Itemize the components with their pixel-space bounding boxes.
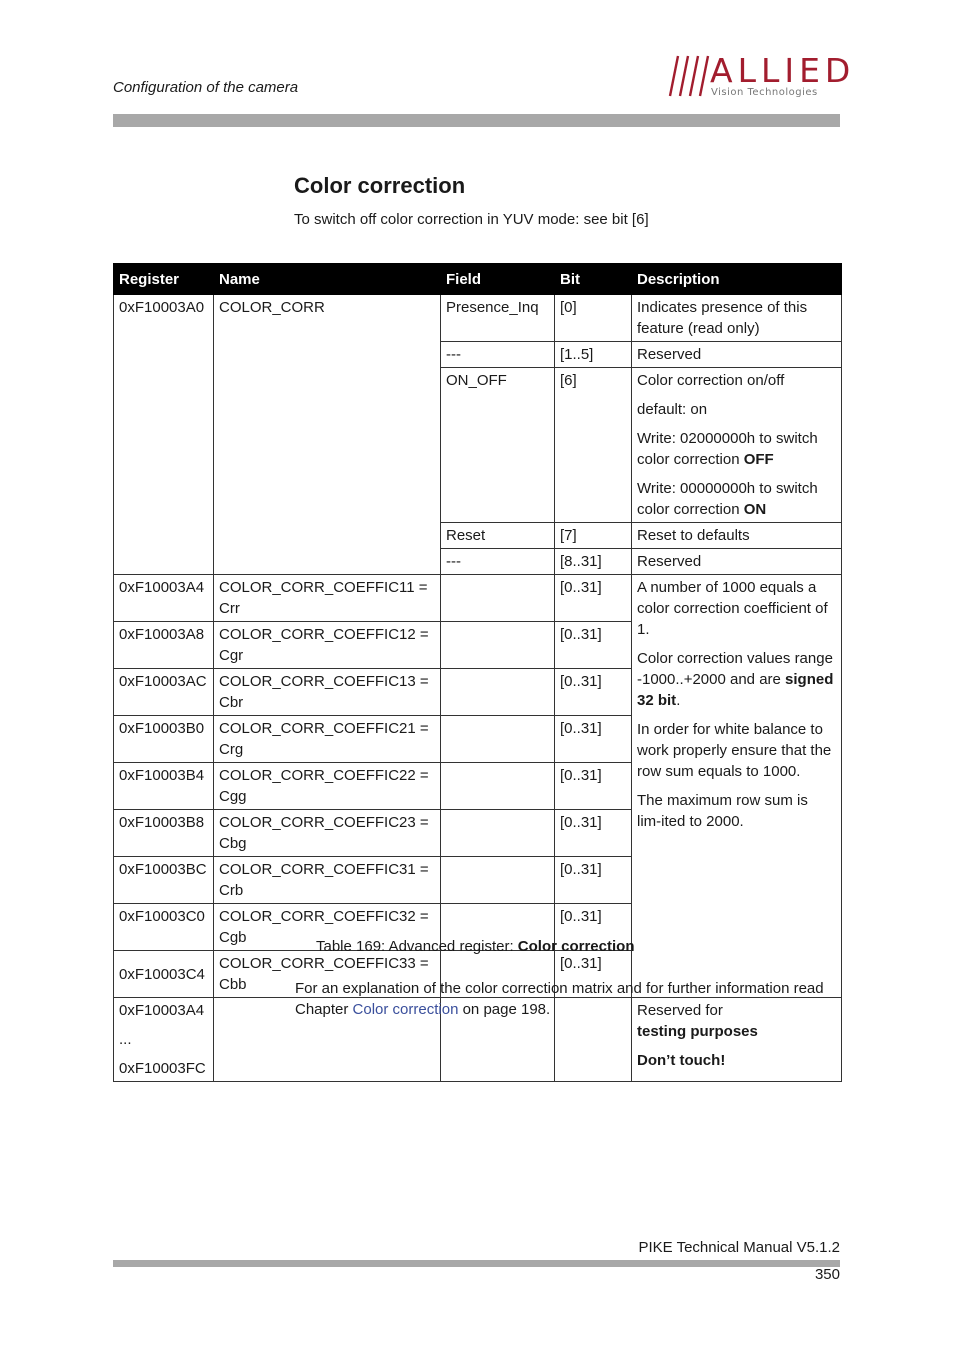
register-range-end: 0xF10003FC	[119, 1060, 206, 1077]
table-row	[114, 295, 842, 342]
header-divider	[113, 114, 840, 127]
cell-field	[441, 810, 555, 857]
cell-description: Reset to defaults	[632, 523, 842, 549]
cell-description	[632, 368, 842, 523]
cell-bit: [0..31]	[555, 857, 632, 904]
header-bit: Bit	[555, 264, 632, 295]
desc-line: Write: 02000000h to switch color correction OFF	[637, 430, 818, 468]
desc-line: Don’t touch!	[637, 1052, 726, 1069]
desc-line: Color correction on/off	[637, 372, 785, 389]
cell-register	[114, 998, 214, 1082]
cell-name: COLOR_CORR_COEFFIC22 = Cgg	[214, 763, 441, 810]
table-header-row	[114, 264, 842, 295]
cell-name: COLOR_CORR_COEFFIC21 = Crg	[214, 716, 441, 763]
cell-bit: [0..31]	[555, 716, 632, 763]
explanation-paragraph: For an explanation of the color correction matrix and for further information read Chapter Color correction on page 198.	[295, 980, 824, 1018]
cell-bit: [6]	[555, 368, 632, 523]
logo-slashes-icon	[666, 54, 710, 98]
cell-field	[441, 716, 555, 763]
cell-description: Reserved	[632, 549, 842, 575]
header-field: Field	[441, 264, 555, 295]
cell-bit: [8..31]	[555, 549, 632, 575]
header-description: Description	[632, 264, 842, 295]
cell-register: 0xF10003C4	[114, 951, 214, 998]
cell-bit: [0..31]	[555, 575, 632, 622]
desc-line: A number of 1000 equals a color correction coefficient of 1.	[637, 579, 828, 638]
desc-line: Color correction values range -1000..+2000 and are signed 32 bit.	[637, 650, 834, 709]
table-row	[114, 575, 842, 622]
section-title: Color correction	[294, 173, 466, 198]
cell-bit: [1..5]	[555, 342, 632, 368]
cell-register: 0xF10003A8	[114, 622, 214, 669]
logo-wordmark: ALLIED	[710, 51, 856, 90]
cell-register: 0xF10003B0	[114, 716, 214, 763]
cell-register: 0xF10003A0	[114, 295, 214, 575]
running-header: Configuration of the camera	[113, 79, 299, 96]
logo-subtitle: Vision Technologies	[711, 87, 818, 98]
header-name: Name	[214, 264, 441, 295]
cell-register: 0xF10003C0	[114, 904, 214, 951]
cell-field: Reset	[441, 523, 555, 549]
cell-bit: [0..31]	[555, 904, 632, 951]
footer-manual-title: PIKE Technical Manual V5.1.2	[638, 1239, 840, 1256]
cell-description: Indicates presence of this feature (read only)	[632, 295, 842, 342]
cell-description	[632, 575, 842, 998]
cell-description: Reserved	[632, 342, 842, 368]
allied-logo	[666, 51, 856, 100]
cell-bit: [0..31]	[555, 951, 632, 998]
cell-bit: [7]	[555, 523, 632, 549]
cell-name: COLOR_CORR	[214, 295, 441, 575]
cell-register: 0xF10003B8	[114, 810, 214, 857]
cell-field: ON_OFF	[441, 368, 555, 523]
cell-register: 0xF10003B4	[114, 763, 214, 810]
cell-field: Presence_Inq	[441, 295, 555, 342]
section-intro: To switch off color correction in YUV mode: see bit [6]	[294, 211, 649, 228]
cell-register: 0xF10003A4	[114, 575, 214, 622]
cell-name: COLOR_CORR_COEFFIC11 = Crr	[214, 575, 441, 622]
register-range-dots: ...	[119, 1031, 132, 1048]
footer-divider	[113, 1260, 840, 1267]
cell-name: COLOR_CORR_COEFFIC13 = Cbr	[214, 669, 441, 716]
desc-line: Reserved for	[637, 1002, 723, 1019]
cell-bit: [0..31]	[555, 669, 632, 716]
cell-bit: [0]	[555, 295, 632, 342]
cell-field	[441, 857, 555, 904]
register-range-start: 0xF10003A4	[119, 1002, 205, 1019]
chapter-link[interactable]: Color correction	[352, 1001, 459, 1018]
cell-bit: [0..31]	[555, 810, 632, 857]
cell-field	[441, 575, 555, 622]
desc-line: default: on	[637, 401, 708, 418]
register-table	[113, 263, 842, 1082]
cell-field	[441, 622, 555, 669]
desc-line: Write: 00000000h to switch color correction ON	[637, 480, 818, 518]
cell-name: COLOR_CORR_COEFFIC23 = Cbg	[214, 810, 441, 857]
cell-name: COLOR_CORR_COEFFIC12 = Cgr	[214, 622, 441, 669]
cell-field	[441, 669, 555, 716]
cell-bit: [0..31]	[555, 622, 632, 669]
desc-line: The maximum row sum is lim-ited to 2000.	[637, 792, 808, 830]
desc-line: In order for white balance to work properly ensure that the row sum equals to 1000.	[637, 721, 832, 780]
cell-bit: [0..31]	[555, 763, 632, 810]
cell-name: COLOR_CORR_COEFFIC31 = Crb	[214, 857, 441, 904]
cell-register: 0xF10003AC	[114, 669, 214, 716]
cell-name: COLOR_CORR_COEFFIC32 = Cgb	[214, 904, 441, 951]
table-caption: Table 169: Advanced register: Color correction	[316, 938, 635, 955]
page-number: 350	[814, 1266, 840, 1283]
desc-line: testing purposes	[637, 1023, 758, 1040]
cell-register: 0xF10003BC	[114, 857, 214, 904]
cell-field: ---	[441, 342, 555, 368]
cell-name: COLOR_CORR_COEFFIC33 = Cbb	[214, 951, 441, 998]
cell-field	[441, 763, 555, 810]
header-register: Register	[114, 264, 214, 295]
cell-field: ---	[441, 549, 555, 575]
